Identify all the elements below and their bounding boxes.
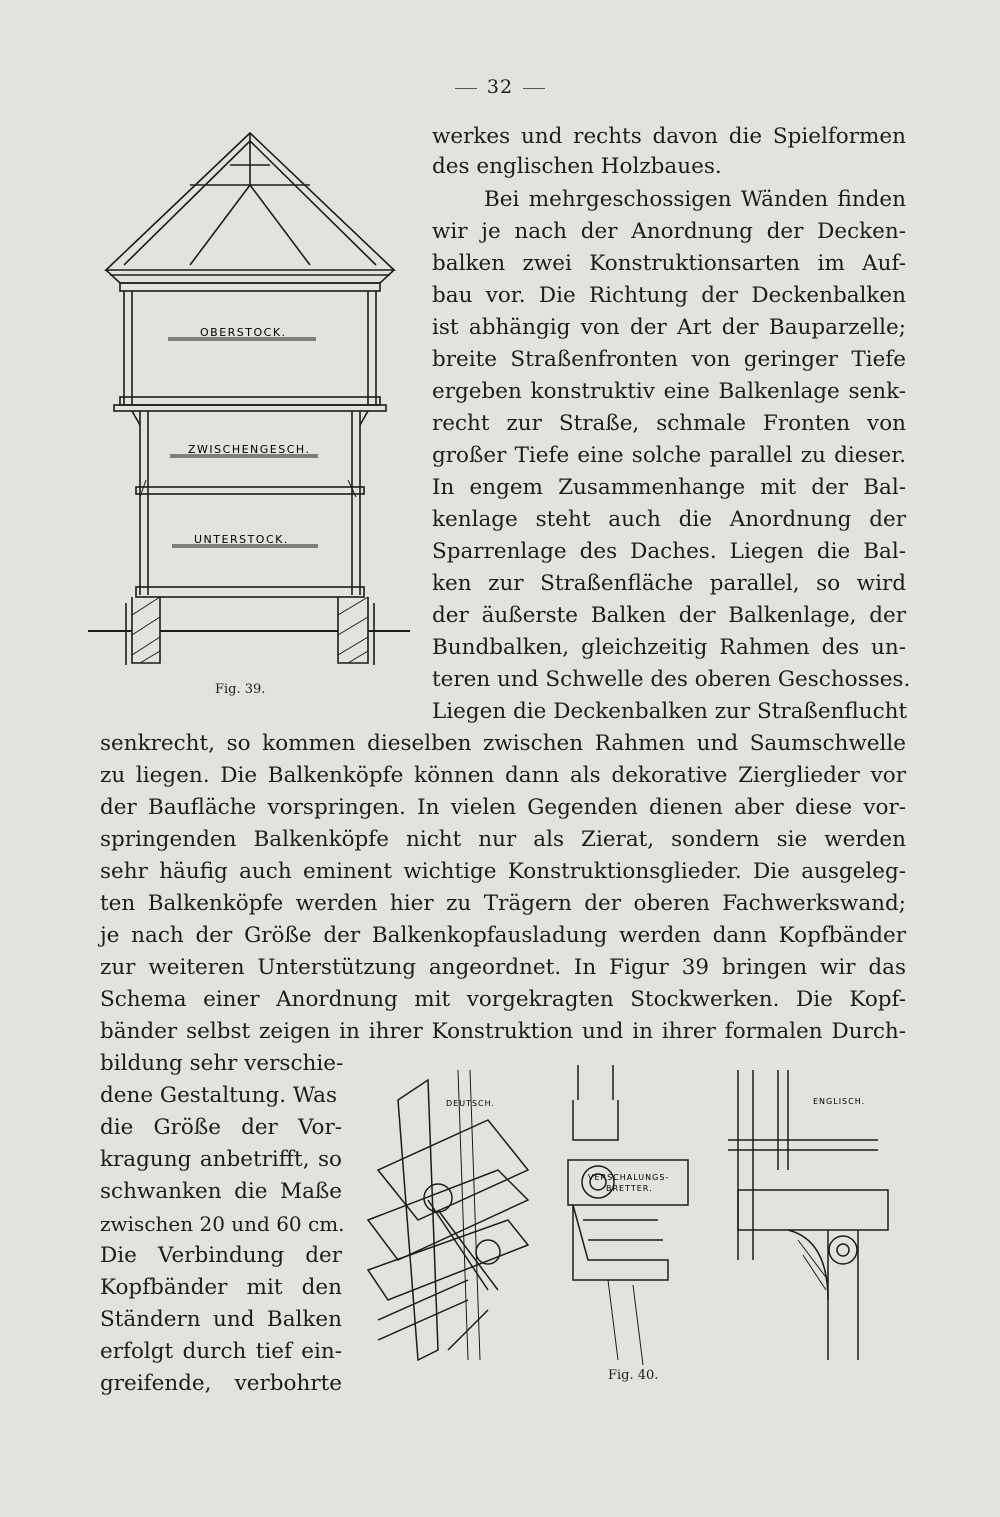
text-line: Bei mehrgeschossigen Wänden finden bbox=[484, 187, 906, 212]
text-line: kenlage steht auch die Anordnung der bbox=[432, 507, 906, 532]
figure-40-caption: Fig. 40. bbox=[608, 1368, 659, 1383]
text-line: bildung sehr verschie- bbox=[100, 1051, 344, 1076]
figure-39-drawing bbox=[80, 125, 420, 685]
text-line: dene Gestaltung. Was bbox=[100, 1083, 338, 1108]
text-line: Kopfbänder mit den bbox=[100, 1275, 342, 1300]
fig40-label-verschalungs: VERSCHALUNGS- bbox=[588, 1173, 670, 1182]
page-number-text: 32 bbox=[486, 76, 514, 98]
sketch-deutsch bbox=[368, 1070, 528, 1360]
fig39-label-zwischengeschoss: ZWISCHENGESCH. bbox=[188, 443, 311, 456]
text-line: recht zur Straße, schmale Fronten von bbox=[432, 411, 906, 436]
text-line: zu liegen. Die Balkenköpfe können dann als dekorative Zierglieder vor bbox=[100, 763, 906, 788]
text-line: bänder selbst zeigen in ihrer Konstruktion und in ihrer formalen Durch- bbox=[100, 1019, 906, 1044]
text-line: großer Tiefe eine solche parallel zu dieser. bbox=[432, 443, 906, 468]
text-line: je nach der Größe der Balkenkopfausladung werden dann Kopfbänder bbox=[100, 923, 906, 948]
sketch-verschalungsbretter bbox=[568, 1065, 688, 1365]
text-line: die Größe der Vor- bbox=[100, 1115, 342, 1140]
text-line: der äußerste Balken der Balkenlage, der bbox=[432, 603, 906, 628]
text-line: Ständern und Balken bbox=[100, 1307, 342, 1332]
text-line: breite Straßenfronten von geringer Tiefe bbox=[432, 347, 906, 372]
text-line: wir je nach der Anordnung der Decken- bbox=[432, 219, 906, 244]
text-line: springenden Balkenköpfe nicht nur als Zierat, sondern sie werden bbox=[100, 827, 906, 852]
text-line: Die Verbindung der bbox=[100, 1243, 342, 1268]
text-line: schwanken die Maße bbox=[100, 1179, 342, 1204]
fig40-label-deutsch: DEUTSCH. bbox=[446, 1099, 496, 1108]
text-line: werkes und rechts davon die Spielformen bbox=[432, 124, 906, 149]
text-line: ist abhängig von der Art der Bauparzelle; bbox=[432, 315, 906, 340]
text-line: zwischen 20 und 60 cm. bbox=[100, 1212, 345, 1236]
fig40-label-englisch: ENGLISCH. bbox=[813, 1097, 866, 1106]
text-line: kragung anbetrifft, so bbox=[100, 1147, 342, 1172]
text-line: ten Balkenköpfe werden hier zu Trägern der oberen Fachwerkswand; bbox=[100, 891, 906, 916]
figure-39-caption: Fig. 39. bbox=[215, 682, 266, 697]
text-line: teren und Schwelle des oberen Geschosses. bbox=[432, 667, 911, 692]
text-line: erfolgt durch tief ein- bbox=[100, 1339, 342, 1364]
text-line: sehr häufig auch eminent wichtige Konstruktionsglieder. Die ausgeleg- bbox=[100, 859, 906, 884]
text-line: zur weiteren Unterstützung angeordnet. In Figur 39 bringen wir das bbox=[100, 955, 906, 980]
figure-40-drawing bbox=[358, 1060, 908, 1380]
text-line: ken zur Straßenfläche parallel, so wird bbox=[432, 571, 906, 596]
page-number bbox=[440, 76, 560, 98]
fig40-label-bretter: BRETTER. bbox=[606, 1184, 653, 1193]
text-line: Liegen die Deckenbalken zur Straßenflucht bbox=[432, 699, 908, 724]
text-line: des englischen Holzbaues. bbox=[432, 154, 722, 179]
text-line: Schema einer Anordnung mit vorgekragten Stockwerken. Die Kopf- bbox=[100, 987, 906, 1012]
text-line: ergeben konstruktiv eine Balkenlage senk- bbox=[432, 379, 906, 404]
fig39-label-unterstock: UNTERSTOCK. bbox=[194, 533, 289, 546]
text-line: greifende, verbohrte bbox=[100, 1371, 342, 1396]
sketch-englisch bbox=[728, 1070, 888, 1360]
text-line: senkrecht, so kommen dieselben zwischen Rahmen und Saumschwelle bbox=[100, 731, 906, 756]
text-line: balken zwei Konstruktionsarten im Auf- bbox=[432, 251, 906, 276]
text-line: Bundbalken, gleichzeitig Rahmen des un- bbox=[432, 635, 906, 660]
text-line: bau vor. Die Richtung der Deckenbalken bbox=[432, 283, 906, 308]
fig39-label-oberstock: OBERSTOCK. bbox=[200, 326, 287, 339]
text-line: Sparrenlage des Daches. Liegen die Bal- bbox=[432, 539, 906, 564]
text-line: der Baufläche vorspringen. In vielen Gegenden dienen aber diese vor- bbox=[100, 795, 906, 820]
text-line: In engem Zusammenhange mit der Bal- bbox=[432, 475, 906, 500]
